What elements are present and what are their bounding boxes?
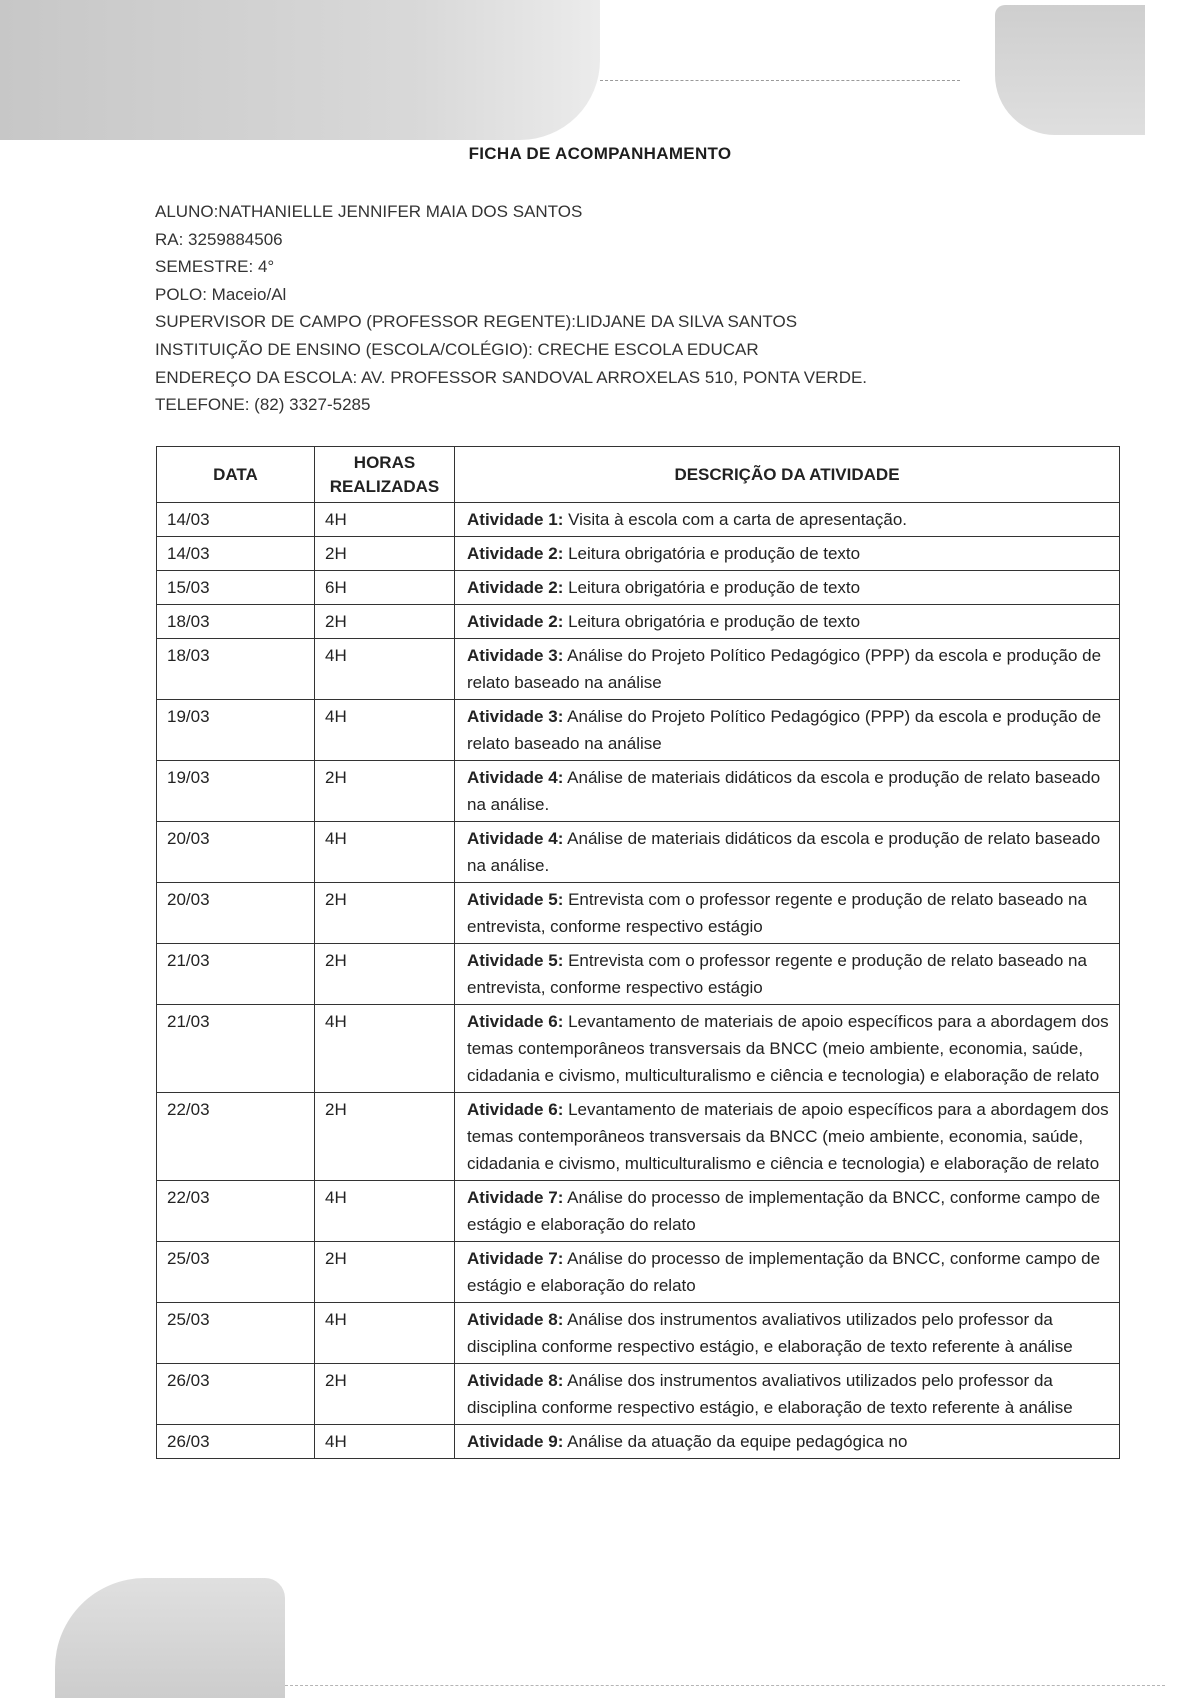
table-row xyxy=(157,1425,1120,1459)
cell-descricao xyxy=(455,639,1120,700)
info-telefone: TELEFONE: (82) 3327-5285 xyxy=(155,395,371,415)
cell-horas: 4H xyxy=(315,503,455,537)
activity-description: Análise da atuação da equipe pedagógica no xyxy=(563,1432,908,1451)
info-endereco: ENDEREÇO DA ESCOLA: AV. PROFESSOR SANDOVAL ARROXELAS 510, PONTA VERDE. xyxy=(155,367,868,387)
cell-data: 19/03 xyxy=(157,700,315,761)
cell-horas: 4H xyxy=(315,822,455,883)
scan-decoration-top-right xyxy=(995,5,1145,135)
cell-horas: 2H xyxy=(315,1093,455,1181)
scan-decoration-top-line xyxy=(600,80,960,81)
cell-data: 20/03 xyxy=(157,822,315,883)
cell-descricao xyxy=(455,1093,1120,1181)
cell-descricao xyxy=(455,537,1120,571)
table-row xyxy=(157,944,1120,1005)
cell-horas: 4H xyxy=(315,700,455,761)
cell-descricao xyxy=(455,1425,1120,1459)
activity-description: Leitura obrigatória e produção de texto xyxy=(563,578,861,597)
activity-description: Entrevista com o professor regente e produção de relato baseado na entrevista, conforme respectivo estágio xyxy=(467,951,1087,997)
header-horas-line2: REALIZADAS xyxy=(329,476,440,496)
activity-description: Entrevista com o professor regente e produção de relato baseado na entrevista, conforme respectivo estágio xyxy=(467,890,1087,936)
scan-decoration-top-left xyxy=(0,0,600,140)
cell-data: 15/03 xyxy=(157,571,315,605)
table-row xyxy=(157,1242,1120,1303)
table-row xyxy=(157,761,1120,822)
cell-descricao xyxy=(455,1242,1120,1303)
cell-data: 20/03 xyxy=(157,883,315,944)
cell-descricao xyxy=(455,1364,1120,1425)
scan-decoration-bottom-line xyxy=(285,1685,1165,1686)
cell-descricao xyxy=(455,883,1120,944)
activity-label: Atividade 8: xyxy=(467,1310,564,1329)
cell-descricao xyxy=(455,605,1120,639)
cell-descricao xyxy=(455,761,1120,822)
cell-data: 26/03 xyxy=(157,1425,315,1459)
info-aluno: ALUNO:NATHANIELLE JENNIFER MAIA DOS SANTOS xyxy=(155,202,583,221)
student-info-block xyxy=(155,198,1115,419)
activity-description: Análise do processo de implementação da BNCC, conforme campo de estágio e elaboração do relato xyxy=(467,1188,1101,1234)
activity-label: Atividade 3: xyxy=(467,707,564,726)
cell-horas: 4H xyxy=(315,1005,455,1093)
cell-descricao xyxy=(455,944,1120,1005)
activity-label: Atividade 2: xyxy=(467,612,564,631)
table-row xyxy=(157,883,1120,944)
table-row xyxy=(157,822,1120,883)
table-row xyxy=(157,605,1120,639)
cell-horas: 4H xyxy=(315,1425,455,1459)
activity-label: Atividade 6: xyxy=(467,1012,564,1031)
table-row xyxy=(157,537,1120,571)
cell-descricao xyxy=(455,1303,1120,1364)
activity-label: Atividade 2: xyxy=(467,544,564,563)
activity-label: Atividade 4: xyxy=(467,768,564,787)
table-row xyxy=(157,639,1120,700)
cell-horas: 2H xyxy=(315,944,455,1005)
activity-table xyxy=(156,446,1120,1459)
cell-data: 25/03 xyxy=(157,1303,315,1364)
cell-data: 25/03 xyxy=(157,1242,315,1303)
activity-label: Atividade 4: xyxy=(467,829,564,848)
cell-data: 18/03 xyxy=(157,605,315,639)
table-row xyxy=(157,700,1120,761)
table-header-row xyxy=(157,447,1120,503)
cell-descricao xyxy=(455,1181,1120,1242)
table-row xyxy=(157,1093,1120,1181)
scan-decoration-bottom-left xyxy=(55,1578,285,1698)
activity-label: Atividade 1: xyxy=(467,510,564,529)
info-supervisor: SUPERVISOR DE CAMPO (PROFESSOR REGENTE):LIDJANE DA SILVA SANTOS xyxy=(155,312,798,332)
cell-data: 14/03 xyxy=(157,503,315,537)
cell-data: 14/03 xyxy=(157,537,315,571)
cell-data: 22/03 xyxy=(157,1181,315,1242)
activity-label: Atividade 7: xyxy=(467,1249,564,1268)
activity-description: Levantamento de materiais de apoio específicos para a abordagem dos temas contemporâneos transversais da BNCC (meio ambiente, economia, saúde, cidadania e civismo, multiculturalismo e ciência e tecnologia) e elaboração de relato xyxy=(467,1100,1109,1173)
cell-horas: 2H xyxy=(315,883,455,944)
activity-description: Levantamento de materiais de apoio específicos para a abordagem dos temas contemporâneos transversais da BNCC (meio ambiente, economia, saúde, cidadania e civismo, multiculturalismo e ciência e tecnologia) e elaboração de relato xyxy=(467,1012,1109,1085)
activity-description: Análise de materiais didáticos da escola e produção de relato baseado na análise. xyxy=(467,768,1101,814)
header-descricao: DESCRIÇÃO DA ATIVIDADE xyxy=(455,447,1120,503)
cell-horas: 2H xyxy=(315,605,455,639)
cell-data: 21/03 xyxy=(157,944,315,1005)
cell-descricao xyxy=(455,700,1120,761)
activity-description: Análise dos instrumentos avaliativos utilizados pelo professor da disciplina conforme respectivo estágio, e elaboração de texto referente à análise xyxy=(467,1371,1073,1417)
activity-label: Atividade 5: xyxy=(467,890,564,909)
cell-horas: 2H xyxy=(315,1242,455,1303)
cell-descricao xyxy=(455,503,1120,537)
activity-label: Atividade 6: xyxy=(467,1100,564,1119)
cell-horas: 2H xyxy=(315,761,455,822)
activity-label: Atividade 3: xyxy=(467,646,564,665)
activity-description: Análise do Projeto Político Pedagógico (PPP) da escola e produção de relato baseado na análise xyxy=(467,707,1102,753)
cell-data: 26/03 xyxy=(157,1364,315,1425)
activity-description: Análise do processo de implementação da BNCC, conforme campo de estágio e elaboração do relato xyxy=(467,1249,1101,1295)
cell-data: 19/03 xyxy=(157,761,315,822)
cell-data: 21/03 xyxy=(157,1005,315,1093)
cell-data: 22/03 xyxy=(157,1093,315,1181)
table-row xyxy=(157,1181,1120,1242)
cell-horas: 2H xyxy=(315,1364,455,1425)
activity-label: Atividade 8: xyxy=(467,1371,564,1390)
cell-horas: 6H xyxy=(315,571,455,605)
activity-description: Leitura obrigatória e produção de texto xyxy=(563,544,861,563)
activity-label: Atividade 7: xyxy=(467,1188,564,1207)
info-instituicao: INSTITUIÇÃO DE ENSINO (ESCOLA/COLÉGIO): CRECHE ESCOLA EDUCAR xyxy=(155,339,759,359)
activity-description: Visita à escola com a carta de apresentação. xyxy=(563,510,908,529)
cell-horas: 4H xyxy=(315,639,455,700)
table-row xyxy=(157,1364,1120,1425)
header-data: DATA xyxy=(157,447,315,503)
info-ra: RA: 3259884506 xyxy=(155,229,283,249)
cell-horas: 4H xyxy=(315,1181,455,1242)
cell-descricao xyxy=(455,822,1120,883)
header-horas-line1: HORAS xyxy=(353,452,416,472)
activity-table-container xyxy=(156,446,1119,1459)
table-row xyxy=(157,503,1120,537)
page-title: FICHA DE ACOMPANHAMENTO xyxy=(468,144,732,163)
header-horas xyxy=(315,447,455,503)
table-row xyxy=(157,1005,1120,1093)
activity-label: Atividade 9: xyxy=(467,1432,564,1451)
cell-horas: 4H xyxy=(315,1303,455,1364)
activity-description: Análise dos instrumentos avaliativos utilizados pelo professor da disciplina conforme respectivo estágio, e elaboração de texto referente à análise xyxy=(467,1310,1073,1356)
cell-data: 18/03 xyxy=(157,639,315,700)
activity-description: Análise de materiais didáticos da escola e produção de relato baseado na análise. xyxy=(467,829,1101,875)
cell-horas: 2H xyxy=(315,537,455,571)
cell-descricao xyxy=(455,1005,1120,1093)
table-row xyxy=(157,571,1120,605)
cell-descricao xyxy=(455,571,1120,605)
info-semestre: SEMESTRE: 4° xyxy=(155,257,275,277)
info-polo: POLO: Maceio/Al xyxy=(155,284,287,304)
activity-description: Análise do Projeto Político Pedagógico (PPP) da escola e produção de relato baseado na análise xyxy=(467,646,1102,692)
activity-label: Atividade 2: xyxy=(467,578,564,597)
table-row xyxy=(157,1303,1120,1364)
activity-label: Atividade 5: xyxy=(467,951,564,970)
activity-description: Leitura obrigatória e produção de texto xyxy=(563,612,861,631)
